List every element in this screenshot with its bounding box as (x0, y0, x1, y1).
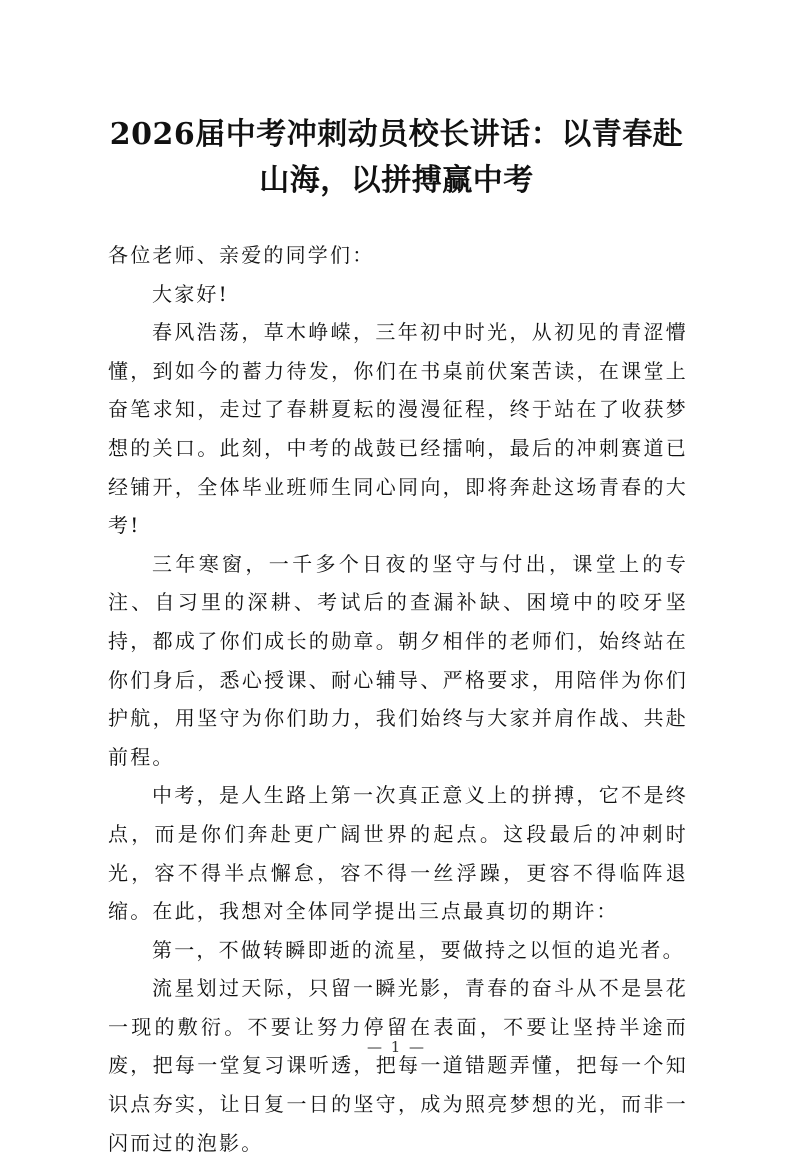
greeting: 大家好! (152, 281, 229, 306)
paragraph: 三年寒窗，一千多个日夜的坚守与付出，课堂上的专注、自习里的深耕、考试后的查漏补缺、困境中的咬牙坚持，都成了你们成长的勋章。朝夕相伴的老师们，始终站在你们身后，悉心授课、耐心辅导、严格要求，用陪伴为你们护航，用坚守为你们助力，我们始终与大家并肩作战、共赴前程。 (108, 551, 688, 769)
document-body (108, 236, 688, 1162)
paragraph: 春风浩荡，草木峥嵘，三年初中时光，从初见的青涩懵懂，到如今的蓄力待发，你们在书桌前伏案苦读，在课堂上奋笔求知，走过了春耕夏耘的漫漫征程，终于站在了收获梦想的关口。此刻，中考的战鼓已经擂响，最后的冲刺赛道已经铺开，全体毕业班师生同心同向，即将奔赴这场青春的大考! (108, 320, 688, 538)
point-heading: 第一，不做转瞬即逝的流星，要做持之以恒的追光者。 (152, 937, 685, 962)
document-title: 2026届中考冲刺动员校长讲话：以青春赴山海，以拼搏赢中考 (109, 117, 684, 198)
paragraph: 流星划过天际，只留一瞬光影，青春的奋斗从不是昙花一现的敷衍。不要让努力停留在表面，不要让坚持半途而废，把每一堂复习课听透，把每一道错题弄懂，把每一个知识点夯实，让日复一日的坚守，成为照亮梦想的光，而非一闪而过的泡影。 (108, 976, 688, 1155)
salutation: 各位老师、亲爱的同学们： (108, 243, 375, 267)
paragraph: 中考，是人生路上第一次真正意义上的拼搏，它不是终点，而是你们奔赴更广阔世界的起点。这段最后的冲刺时光，容不得半点懈怠，容不得一丝浮躁，更容不得临阵退缩。在此，我想对全体同学提出三点最真切的期许： (108, 783, 688, 924)
page-number: — 1 — (366, 1038, 427, 1056)
